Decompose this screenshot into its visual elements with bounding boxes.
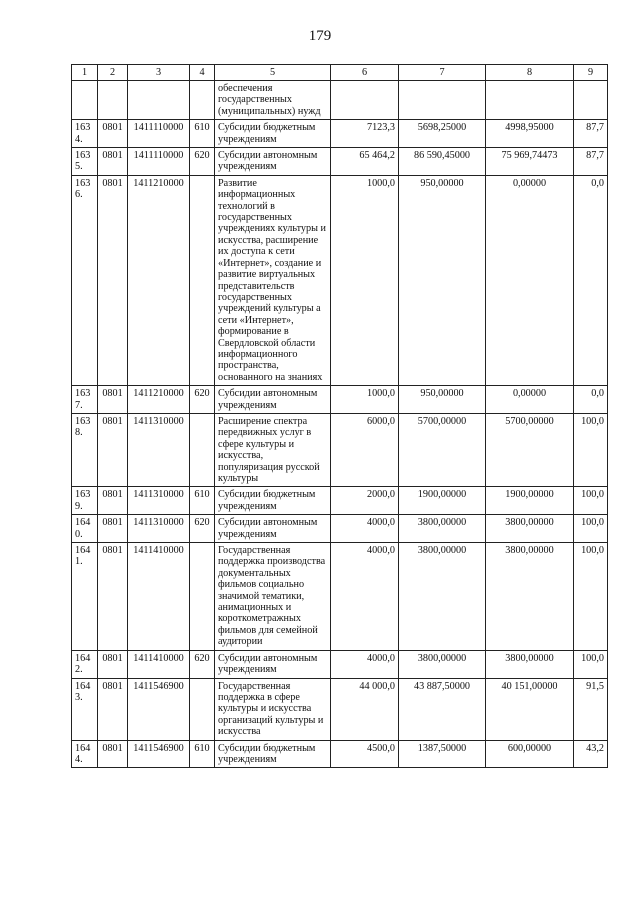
section-code-cell: 0801 [98, 650, 128, 678]
table-body [72, 81, 608, 768]
executed-amount-cell: 4998,95000 [486, 120, 574, 148]
table-row [72, 413, 608, 486]
planned-amount-cell: 1000,0 [331, 175, 399, 385]
target-code-cell: 1411410000 [128, 650, 190, 678]
row-number-cell: 1641. [72, 543, 98, 651]
execution-percent-cell: 100,0 [574, 543, 608, 651]
executed-amount-cell: 3800,00000 [486, 543, 574, 651]
table-row [72, 386, 608, 414]
allocated-amount-cell: 950,00000 [399, 386, 486, 414]
planned-amount-cell: 7123,3 [331, 120, 399, 148]
item-name-cell: обеспечения государственных (муниципальных) нужд [215, 81, 331, 120]
section-code-cell: 0801 [98, 487, 128, 515]
executed-amount-cell: 1900,00000 [486, 487, 574, 515]
executed-amount-cell: 3800,00000 [486, 650, 574, 678]
row-number-cell: 1638. [72, 413, 98, 486]
column-header: 2 [98, 65, 128, 81]
target-code-cell: 1411110000 [128, 120, 190, 148]
target-code-cell: 1411310000 [128, 413, 190, 486]
executed-amount-cell: 3800,00000 [486, 515, 574, 543]
execution-percent-cell: 43,2 [574, 740, 608, 768]
section-code-cell [98, 81, 128, 120]
item-name-cell: Государственная поддержка производства документальных фильмов социально значимой тематики, анимационных и короткометражных фильмов для семейной аудитории [215, 543, 331, 651]
table-row [72, 543, 608, 651]
executed-amount-cell: 75 969,74473 [486, 148, 574, 176]
section-code-cell: 0801 [98, 543, 128, 651]
row-number-cell: 1635. [72, 148, 98, 176]
expense-type-cell: 620 [190, 148, 215, 176]
row-number-cell [72, 81, 98, 120]
target-code-cell: 1411310000 [128, 515, 190, 543]
allocated-amount-cell: 5698,25000 [399, 120, 486, 148]
execution-percent-cell: 91,5 [574, 678, 608, 740]
row-number-cell: 1644. [72, 740, 98, 768]
planned-amount-cell: 6000,0 [331, 413, 399, 486]
execution-percent-cell: 100,0 [574, 650, 608, 678]
executed-amount-cell: 600,00000 [486, 740, 574, 768]
item-name-cell: Субсидии бюджетным учреждениям [215, 487, 331, 515]
execution-percent-cell: 0,0 [574, 386, 608, 414]
execution-percent-cell [574, 81, 608, 120]
planned-amount-cell: 1000,0 [331, 386, 399, 414]
target-code-cell: 1411210000 [128, 386, 190, 414]
allocated-amount-cell: 43 887,50000 [399, 678, 486, 740]
expense-type-cell [190, 81, 215, 120]
item-name-cell: Расширение спектра передвижных услуг в сфере культуры и искусства, популяризация русской культуры [215, 413, 331, 486]
target-code-cell: 1411310000 [128, 487, 190, 515]
planned-amount-cell: 4000,0 [331, 543, 399, 651]
execution-percent-cell: 100,0 [574, 413, 608, 486]
allocated-amount-cell: 86 590,45000 [399, 148, 486, 176]
target-code-cell [128, 81, 190, 120]
expense-type-cell: 620 [190, 386, 215, 414]
section-code-cell: 0801 [98, 678, 128, 740]
expense-type-cell: 620 [190, 515, 215, 543]
table-row [72, 148, 608, 176]
allocated-amount-cell [399, 81, 486, 120]
row-number-cell: 1637. [72, 386, 98, 414]
executed-amount-cell [486, 81, 574, 120]
executed-amount-cell: 0,00000 [486, 175, 574, 385]
budget-table [71, 64, 608, 768]
row-number-cell: 1642. [72, 650, 98, 678]
item-name-cell: Субсидии автономным учреждениям [215, 650, 331, 678]
item-name-cell: Развитие информационных технологий в государственных учреждениях культуры и искусства, расширение их доступа к сети «Интернет», создание и развитие виртуальных представительств государственных учреждений культуры а сети «Интернет», формирование в Свердловской области информационного пространства, основанного на знаниях [215, 175, 331, 385]
expense-type-cell: 620 [190, 650, 215, 678]
row-number-cell: 1636. [72, 175, 98, 385]
executed-amount-cell: 5700,00000 [486, 413, 574, 486]
expense-type-cell [190, 413, 215, 486]
item-name-cell: Субсидии автономным учреждениям [215, 515, 331, 543]
table-row [72, 740, 608, 768]
allocated-amount-cell: 3800,00000 [399, 543, 486, 651]
target-code-cell: 1411110000 [128, 148, 190, 176]
item-name-cell: Субсидии автономным учреждениям [215, 386, 331, 414]
item-name-cell: Субсидии бюджетным учреждениям [215, 740, 331, 768]
allocated-amount-cell: 1900,00000 [399, 487, 486, 515]
column-header: 3 [128, 65, 190, 81]
target-code-cell: 1411546900 [128, 740, 190, 768]
item-name-cell: Субсидии бюджетным учреждениям [215, 120, 331, 148]
column-header: 5 [215, 65, 331, 81]
row-number-cell: 1634. [72, 120, 98, 148]
column-header: 4 [190, 65, 215, 81]
executed-amount-cell: 0,00000 [486, 386, 574, 414]
column-header: 8 [486, 65, 574, 81]
header-row [72, 65, 608, 81]
expense-type-cell [190, 543, 215, 651]
executed-amount-cell: 40 151,00000 [486, 678, 574, 740]
column-header: 9 [574, 65, 608, 81]
section-code-cell: 0801 [98, 148, 128, 176]
allocated-amount-cell: 3800,00000 [399, 650, 486, 678]
table-row [72, 175, 608, 385]
allocated-amount-cell: 1387,50000 [399, 740, 486, 768]
column-header: 1 [72, 65, 98, 81]
column-header: 7 [399, 65, 486, 81]
allocated-amount-cell: 5700,00000 [399, 413, 486, 486]
planned-amount-cell: 65 464,2 [331, 148, 399, 176]
section-code-cell: 0801 [98, 120, 128, 148]
planned-amount-cell [331, 81, 399, 120]
allocated-amount-cell: 950,00000 [399, 175, 486, 385]
table-row [72, 650, 608, 678]
execution-percent-cell: 87,7 [574, 120, 608, 148]
target-code-cell: 1411546900 [128, 678, 190, 740]
expense-type-cell: 610 [190, 740, 215, 768]
section-code-cell: 0801 [98, 740, 128, 768]
table-row [72, 487, 608, 515]
planned-amount-cell: 44 000,0 [331, 678, 399, 740]
execution-percent-cell: 100,0 [574, 515, 608, 543]
item-name-cell: Субсидии автономным учреждениям [215, 148, 331, 176]
row-number-cell: 1643. [72, 678, 98, 740]
section-code-cell: 0801 [98, 413, 128, 486]
page-number: 179 [308, 28, 332, 44]
column-header: 6 [331, 65, 399, 81]
execution-percent-cell: 87,7 [574, 148, 608, 176]
execution-percent-cell: 0,0 [574, 175, 608, 385]
table-row [72, 678, 608, 740]
row-number-cell: 1640. [72, 515, 98, 543]
allocated-amount-cell: 3800,00000 [399, 515, 486, 543]
planned-amount-cell: 4000,0 [331, 515, 399, 543]
planned-amount-cell: 4500,0 [331, 740, 399, 768]
section-code-cell: 0801 [98, 515, 128, 543]
target-code-cell: 1411210000 [128, 175, 190, 385]
table-row [72, 515, 608, 543]
row-number-cell: 1639. [72, 487, 98, 515]
table-row [72, 120, 608, 148]
item-name-cell: Государственная поддержка в сфере культуры и искусства организаций культуры и искусства [215, 678, 331, 740]
expense-type-cell [190, 678, 215, 740]
planned-amount-cell: 4000,0 [331, 650, 399, 678]
section-code-cell: 0801 [98, 386, 128, 414]
target-code-cell: 1411410000 [128, 543, 190, 651]
expense-type-cell: 610 [190, 487, 215, 515]
expense-type-cell [190, 175, 215, 385]
section-code-cell: 0801 [98, 175, 128, 385]
table-row [72, 81, 608, 120]
expense-type-cell: 610 [190, 120, 215, 148]
execution-percent-cell: 100,0 [574, 487, 608, 515]
planned-amount-cell: 2000,0 [331, 487, 399, 515]
